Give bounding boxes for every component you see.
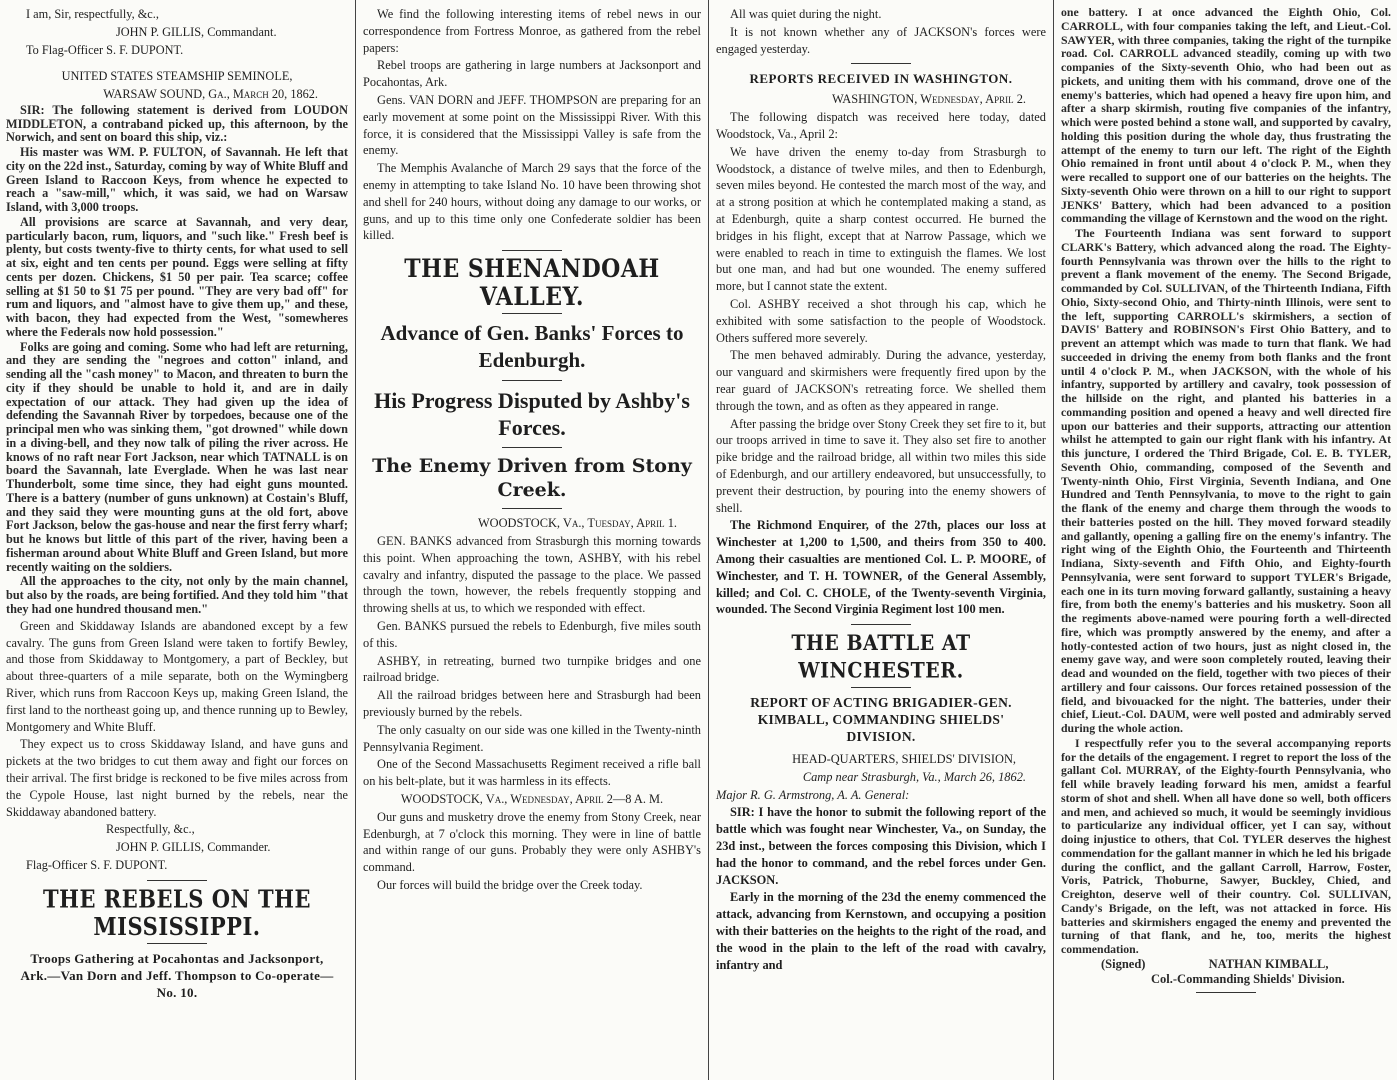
column-2	[357, 0, 707, 1080]
subheadline-mississippi: Troops Gathering at Pocahontas and Jacksonport, Ark.—Van Dorn and Jeff. Thompson to Co-operate—No. 10.	[20, 950, 334, 1000]
column-rule	[708, 0, 709, 1080]
article-paragraph: SIR: I have the honor to submit the following report of the battle which was fought near Winchester, Va., on Sunday, the 23d inst., between the forces composing this Division, which I had the honor to command, and the rebel forces under Gen. JACKSON.	[716, 805, 1046, 887]
divider	[502, 508, 562, 509]
divider	[147, 943, 207, 944]
article-paragraph: His master was WM. P. FULTON, of Savannah. He left that city on the 22d inst., Saturday, coming by way of White Bluff and Green Island to Raccoon Keys, from whence he expected to reach a "saw-mill," which, it was said, we had on Warsaw Island, with 3,000 troops.	[6, 145, 348, 215]
article-paragraph: The men behaved admirably. During the advance, yesterday, our vanguard and skirmishers were frequently fired upon by the rear guard of JACKSON's retreating force. We shelled them through the town, and as often as they appeared in range.	[716, 348, 1046, 413]
article-paragraph: All provisions are scarce at Savannah, and very dear, particularly bacon, rum, liquors, and "such like." Fresh beef is plenty, but costs twenty-five to thirty cents, for what used to sell at six, eight and ten cents per pound. Eggs were selling at fifty cents per dozen. Chickens, $1 50 per pair. Tea scarce; coffee selling at $1 50 to $1 75 per pound. "They are very bad off" for rum and liquors, and "almost have to give them up," and these, with bacon, they had expected from the West, "somewheres where the Federals now hold possession."	[6, 214, 348, 339]
article-paragraph: It is not known whether any of JACKSON's forces were engaged yesterday.	[716, 24, 1046, 56]
deck-ashby-disputes: His Progress Disputed by Ashby's Forces.	[374, 388, 690, 441]
dateline: WASHINGTON, Wednesday, April 2.	[831, 92, 1026, 107]
signoff-recipient: Flag-Officer S. F. DUPONT.	[26, 857, 168, 872]
divider	[147, 880, 207, 881]
article-paragraph: Our forces will build the bridge over the Creek today.	[377, 877, 643, 892]
article-paragraph: The Fourteenth Indiana was sent forward to support CLARK's Battery, which advanced along the road. The Eighty-fourth Pennsylvania was thrown over the hills to the right to prevent a flank movement of the enemy. The Second Brigade, commanded by Col. SULLIVAN, of the Thirteenth Indiana, Fifth Ohio, Sixty-second Ohio, and Thirty-ninth Illinois, were sent to the left, supporting CARROLL's skirmishers, a section of DAVIS' Battery and ROBINSON's First Ohio Battery, and to prevent an attempt which was made to turn that flank. We had succeeded in driving the enemy from both flanks and the front until 4 o'clock P. M., when JACKSON, with the whole of his infantry, supported by artillery and cavalry, took possession of the hillside on the right, and planted his batteries in a commanding position and opened a heavy and well directed fire upon our batteries and their supports, attracting our attention whilst he attempted to gain our right flank with his infantry. At this juncture, I ordered the Third Brigade, Col. E. B. TYLER, Seventh Ohio, commanding, composed of the Seventh and Twenty-ninth Ohio, First Virginia, Seventh Indiana, and One Hundred and Tenth Pennsylvania, to move to the right to gain the flank of the enemy and charge them through the woods to their batteries posted on the hill. They moved forward steadily and gallantly, opening a galling fire on the enemy's infantry. The right wing of the Eighth Ohio, the Fourteenth and Thirteenth Indiana, Sixty-seventh and Fifth Ohio, and Eighty-fourth Pennsylvania, were sent forward to support TYLER's Brigade, each one in its turn moving forward gallantly, sustaining a heavy fire, from both the enemy's batteries and his musketry. Soon all the regiments above-named were pouring forth a well-directed fire, which was promptly answered by the enemy, and after a hotly-contested action of two hours, just as night closed in, the enemy gave way, and were soon completely routed, leaving their dead and wounded on the field, together with two pieces of their artillery and four caissons. Our forces retained possession of the field, and bivouacked for the night. The batteries, under their chief, Lieut.-Col. DAUM, were well posted and admirably served during the whole action.	[1061, 226, 1391, 735]
article-paragraph: All the railroad bridges between here and Strasburgh had been previously burned by the rebels.	[363, 688, 701, 719]
divider	[851, 624, 911, 625]
report-title: REPORT OF ACTING BRIGADIER-GEN. KIMBALL, COMMANDING SHIELDS' DIVISION.	[750, 695, 1012, 745]
article-paragraph: The Richmond Enquirer, of the 27th, places our loss at Winchester at 1,200 to 1,500, and theirs from 350 to 400. Among their casualties are mentioned Col. L. P. MOORE, of Winchester, and T. H. TOWNER, of the General Assembly, killed; and Col. C. CHOLE, of the Twenty-seventh Virginia, wounded. The Second Virginia Regiment lost 100 men.	[716, 518, 1046, 617]
article-paragraph: The Memphis Avalanche of March 29 says that the force of the enemy in attempting to take Island No. 10 have been throwing shot and shell for 240 hours, without doing any damage to our works, or guns, and up to this time only one Confederate soldier has been killed.	[363, 161, 701, 243]
dateline: WOODSTOCK, Va., Tuesday, April 1.	[477, 516, 677, 531]
article-paragraph: ASHBY, in retreating, burned two turnpike bridges and one railroad bridge.	[363, 653, 701, 685]
article-paragraph: Folks are going and coming. Some who had left are returning, and they are sending the "negroes and cotton" inland, and sending all the "cash money" to Macon, and threaten to burn the city if they should be unable to hold it, and are in daily expectation of our attack. They had given up the idea of defending the Savannah River by torpedoes, because one of the principal men who was sinking them, "got drowned" while down in a diving-bell, and they now talk of piling the river across. He knows of no raft near Fort Jackson, near which TATNALL is on board the Savannah, late Everglade. When he was last near Thunderbolt, some time since, they had eight guns mounted. There is a battery (number of guns unknown) at Costain's Bluff, and they said they were mounting guns at the old fort, above Fort Jackson, below the gas-house and near the first ferry wharf; but he knows but little of this part of the river, having been a fisherman around about White Bluff and Green Island, but more recently waiting on the soldiers.	[6, 339, 348, 574]
closing-salutation: I am, Sir, respectfully, &c.,	[26, 7, 159, 21]
ship-dateline: WARSAW SOUND, Ga., March 20, 1862.	[103, 87, 318, 102]
article-paragraph: SIR: The following statement is derived from LOUDON MIDDLETON, a contraband picked up, this afternoon, by the Norwich, and sent on board this ship, viz.:	[6, 102, 348, 145]
column-3	[710, 0, 1052, 1080]
divider	[502, 313, 562, 314]
article-paragraph: I respectfully refer you to the several accompanying reports for the details of the engagement. I regret to report the loss of the gallant Col. MURRAY, of the Eighty-fourth Pennsylvania, who fell while bravely leading forward his men, amidst a fearful storm of shot and shell. When all have done so well, both officers and men, and achieved so much, it would be seemingly invidious to particularize any individual officer, yet I can say, without doing injustice to others, that Col. TYLER deserves the highest commendation for the gallant manner in which he led his brigade during the conflict, and the gallant Carroll, Harrow, Foster, Voris, Patrick, Thoburne, Sawyer, Buckley, Chied, and Creighton, deserve well of their country. Col. SULLIVAN, Candy's Brigade, on the left, was not attacked in force. His batteries and skirmishers engaged the enemy and prevented the turning of that flank, and he, too, merits the highest commendation.	[1061, 735, 1391, 956]
article-paragraph: The only casualty on our side was one killed in the Twenty-ninth Pennsylvania Regiment.	[363, 722, 701, 754]
signoff-salutation: Respectfully, &c.,	[106, 822, 195, 837]
dateline: WOODSTOCK, Va., Wednesday, April 2—8 A. M.	[400, 791, 664, 806]
signoff-signature: JOHN P. GILLIS, Commander.	[116, 840, 271, 855]
divider	[502, 380, 562, 381]
article-paragraph: We have driven the enemy to-day from Strasburgh to Woodstock, a distance of twelve miles, and then to Edenburgh, seven miles beyond. He contested the march most of the way, and at a strong position at which he contemplated making a stand, as at Edenburgh, quite a sharp contest occurred. He burned the bridges in his flight, except that at Narrow Passage, which we were enabled to reach in time to extinguish the flames. We lost but one man, and had but one wounded. The enemy suffered more, but I cannot state the extent.	[716, 144, 1046, 294]
divider	[1196, 992, 1256, 993]
article-paragraph: Gens. VAN DORN and JEFF. THOMPSON are preparing for an early movement at some point on the Mississippi River. With this force, it is considered that the Mississippi Valley is safe from the enemy.	[363, 92, 701, 158]
ship-heading: UNITED STATES STEAMSHIP SEMINOLE,	[61, 69, 293, 84]
article-paragraph: Our guns and musketry drove the enemy from Stony Creek, near Edenburgh, at 7 o'clock this morning. They were in line of battle and within range of our guns. Probably they were only ASHBY's command.	[363, 809, 701, 875]
article-paragraph: They expect us to cross Skiddaway Island, and have guns and pickets at the two bridges to cut them away and fight our forces on their arrival. The first bridge is reckoned to be five miles across from the Cypole House, last night burned by the rebels, near the Skiddaway abandoned battery.	[6, 737, 348, 819]
signed-title: Col.-Commanding Shields' Division.	[1151, 971, 1345, 986]
headline-shenandoah: THE SHENANDOAH VALLEY.	[404, 254, 660, 312]
addressee: Major R. G. Armstrong, A. A. General:	[716, 787, 910, 802]
column-4	[1055, 0, 1397, 1080]
signed-label	[1061, 958, 1391, 972]
signed-name: NATHAN KIMBALL,	[1208, 956, 1329, 971]
article-paragraph: Green and Skiddaway Islands are abandoned except by a few cavalry. The guns from Green Island were taken to fortify Bewley, and those from Skiddaway to Montgomery, a part of Beckley, but about three-quarters of a mile separate, both on the Wymingberg River, which runs from Raccoon Keys up, making Green Island, the first land to the northeast going up, and thence running up to Bewley, Montgomery and White Bluff.	[6, 618, 348, 734]
article-paragraph: All was quiet during the night.	[730, 7, 882, 21]
divider	[502, 250, 562, 251]
divider	[502, 447, 562, 448]
article-paragraph: one battery. I at once advanced the Eighth Ohio, Col. CARROLL, with four companies taking the left, and Lieut.-Col. SAWYER, with three companies, taking the right of the turnpike road. Col. CARROLL advanced steadily, coming up with two companies of the Sixty-seventh Ohio, who had been out as pickets, and uniting them with his command, drove one of the enemy's batteries, which had opened a heavy fire upon him, and after a sharp skirmish, routing five companies of the infantry, which were posted behind a stone wall, and supported by cavalry, holding this position during the whole day, thus frustrating the attempt of the enemy to turn our left. The right of the Eighth Ohio remained in front until about 4 o'clock P. M., when they were recalled to support one of our batteries on the heights. The Sixty-seventh Ohio were thrown on a hill to our right to support JENKS' Battery, which had been advanced to a position commanding the village of Kernstown and the wood on the right.	[1061, 5, 1391, 226]
closing-signature: JOHN P. GILLIS, Commandant.	[116, 24, 277, 39]
headline-mississippi: THE REBELS ON THE MISSISSIPPI.	[42, 883, 312, 941]
hq-dateline: Camp near Strasburgh, Va., March 26, 1862.	[802, 769, 1026, 784]
article-paragraph: Col. ASHBY received a shot through his cap, which he exhibited with some satisfaction to the people of Woodstock. Others suffered more severely.	[716, 296, 1046, 345]
article-paragraph: One of the Second Massachusetts Regiment received a rifle ball on his belt-plate, but it was harmless in its effects.	[363, 757, 701, 789]
column-rule	[1053, 0, 1054, 1080]
deck-banks-advance: Advance of Gen. Banks' Forces to Edenburgh.	[380, 321, 684, 373]
headline-washington-reports: REPORTS RECEIVED IN WASHINGTON.	[749, 71, 1013, 87]
divider	[851, 687, 911, 688]
closing-recipient: To Flag-Officer S. F. DUPONT.	[26, 42, 184, 57]
column-1	[0, 0, 354, 1080]
article-paragraph: After passing the bridge over Stony Creek they set fire to it, but our troops arrived in time to save it. They also set fire to another pike bridge and the railroad bridge, all within two miles this side of Edenburgh, and our artillery endeavored, but unsuccessfully, to prevent their destruction, by pouring into the enemy showers of shell.	[716, 416, 1046, 515]
article-paragraph: Rebel troops are gathering in large numbers at Jacksonport and Pocahontas, Ark.	[363, 58, 701, 90]
headline-winchester: THE BATTLE AT WINCHESTER.	[791, 630, 971, 684]
deck-stony-creek: The Enemy Driven from Stony Creek.	[372, 455, 692, 502]
article-paragraph: All the approaches to the city, not only by the main channel, but also by the roads, are being fortified. And they told him "that they had one hundred thousand men."	[6, 574, 348, 616]
column-rule	[355, 0, 356, 1080]
hq-heading: HEAD-QUARTERS, SHIELDS' DIVISION,	[792, 752, 1016, 767]
article-paragraph: The following dispatch was received here today, dated Woodstock, Va., April 2:	[716, 110, 1046, 141]
article-paragraph: GEN. BANKS advanced from Strasburgh this morning towards this point. When approaching the town, ASHBY, with his rebel cavalry and infantry, disputed the passage to the place. We passed through the town, however, the rebels frequently stopping and throwing shells at us, to which we responded with effect.	[363, 533, 701, 616]
article-paragraph: Early in the morning of the 23d the enemy commenced the attack, advancing from Kernstown, and occupying a position with their batteries on the heights to the right of the road, and the wood in the plain to the left of the road with cavalry, infantry and	[716, 890, 1046, 972]
signed-label-text: (Signed)	[1101, 956, 1146, 971]
article-paragraph: Gen. BANKS pursued the rebels to Edenburgh, five miles south of this.	[363, 618, 701, 650]
divider	[851, 63, 911, 64]
article-paragraph: We find the following interesting items of rebel news in our correspondence from Fortress Monroe, as gathered from the rebel papers:	[363, 7, 701, 55]
